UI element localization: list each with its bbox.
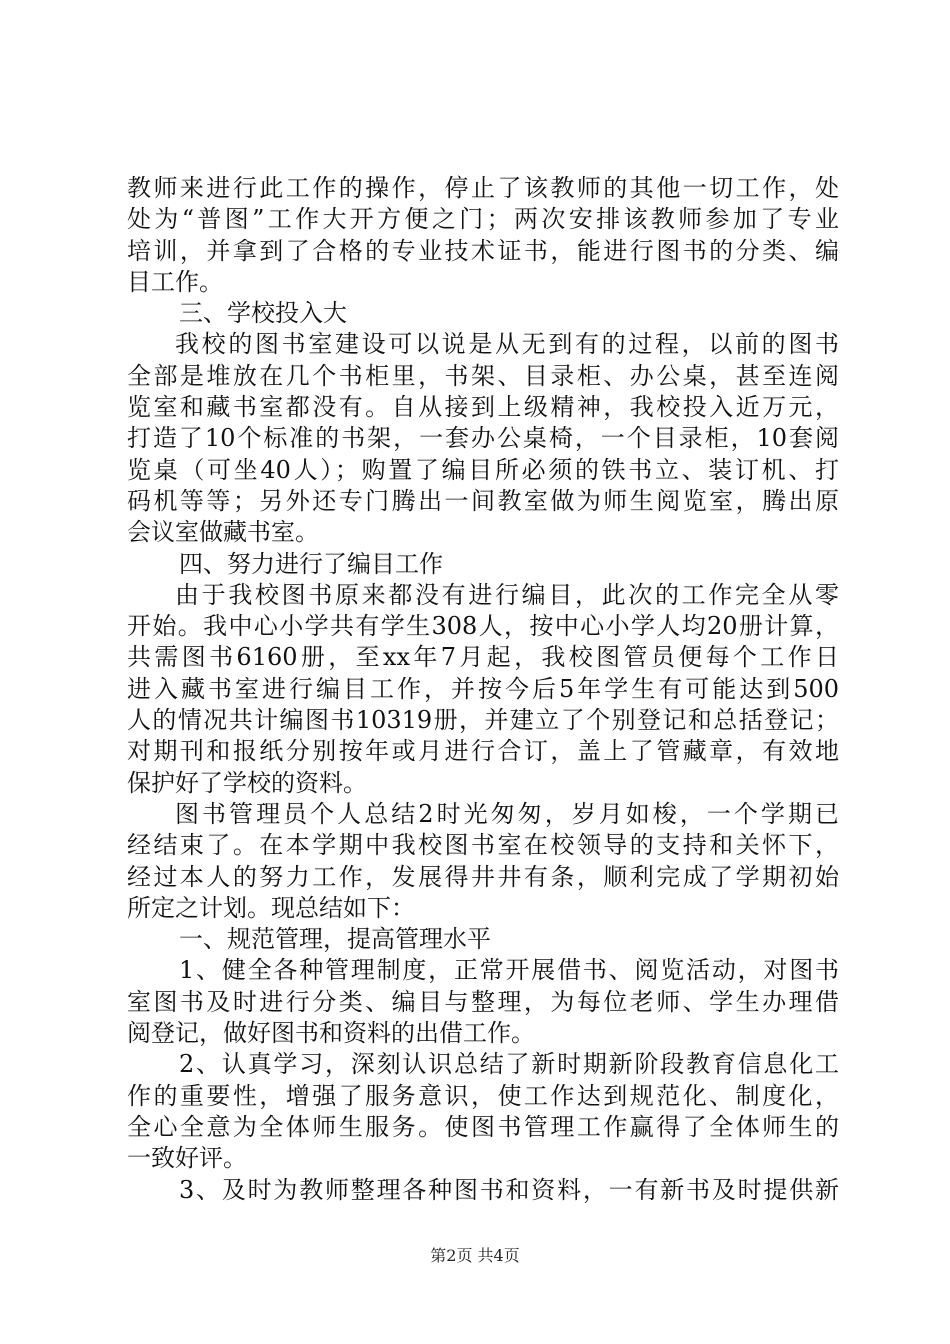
text-line: 对期刊和报纸分别按年或月进行合订，盖上了管藏章，有效地 <box>127 737 839 766</box>
text-line: 室图书及时进行分类、编目与整理，为每位老师、学生办理借 <box>127 987 839 1016</box>
text-line: 览桌（可坐40人）；购置了编目所必须的铁书立、装订机、打 <box>127 455 839 484</box>
text-line: 1、健全各种管理制度，正常开展借书、阅览活动，对图书 <box>179 956 839 985</box>
text-line: 培训，并拿到了合格的专业技术证书，能进行图书的分类、编 <box>127 236 839 265</box>
text-line: 2、认真学习，深刻认识总结了新时期新阶段教育信息化工 <box>179 1050 839 1079</box>
text-line: 我校的图书室建设可以说是从无到有的过程，以前的图书 <box>175 330 839 359</box>
text-line: 共需图书6160册，至xx年7月起，我校图管员便每个工作日 <box>127 643 839 672</box>
text-line: 经过本人的努力工作，发展得井井有条，顺利完成了学期初始 <box>127 862 839 891</box>
text-line: 开始。我中心小学共有学生308人，按中心小学人均20册计算， <box>127 612 839 641</box>
text-line: 打造了10个标准的书架，一套办公桌椅，一个目录柜，10套阅 <box>127 424 839 453</box>
text-line: 进入藏书室进行编目工作，并按今后5年学生有可能达到500 <box>127 674 839 703</box>
text-line: 目工作。 <box>127 267 223 296</box>
text-line: 会议室做藏书室。 <box>127 518 319 547</box>
text-line: 保护好了学校的资料。 <box>127 768 367 797</box>
text-line: 处为“普图”工作大开方便之门；两次安排该教师参加了专业 <box>127 205 839 234</box>
text-line: 由于我校图书原来都没有进行编目，此次的工作完全从零 <box>175 580 839 609</box>
text-line: 码机等等；另外还专门腾出一间教室做为师生阅览室，腾出原 <box>127 486 839 515</box>
document-body <box>127 173 839 1206</box>
text-line: 四、努力进行了编目工作 <box>179 549 443 578</box>
text-line: 所定之计划。现总结如下： <box>127 893 415 922</box>
text-line: 阅登记，做好图书和资料的出借工作。 <box>127 1019 535 1048</box>
text-line: 人的情况共计编图书10319册，并建立了个别登记和总括登记； <box>127 706 839 735</box>
text-line: 览室和藏书室都没有。自从接到上级精神，我校投入近万元， <box>127 393 839 422</box>
text-line: 三、学校投入大 <box>179 299 347 328</box>
page-footer: 第2页 共4页 <box>430 1246 520 1265</box>
text-line: 全心全意为全体师生服务。使图书管理工作赢得了全体师生的 <box>127 1112 839 1141</box>
text-line: 作的重要性，增强了服务意识，使工作达到规范化、制度化， <box>127 1081 839 1110</box>
text-line: 教师来进行此工作的操作，停止了该教师的其他一切工作，处 <box>127 174 839 202</box>
text-line: 经结束了。在本学期中我校图书室在校领导的支持和关怀下， <box>127 831 839 860</box>
text-line: 一、规范管理，提高管理水平 <box>179 925 491 954</box>
text-line: 3、及时为教师整理各种图书和资料，一有新书及时提供新 <box>179 1175 839 1204</box>
text-line: 图书管理员个人总结2时光匆匆，岁月如梭，一个学期已 <box>175 799 839 828</box>
text-line: 一致好评。 <box>127 1144 247 1173</box>
text-line: 全部是堆放在几个书柜里，书架、目录柜、办公桌，甚至连阅 <box>127 361 839 390</box>
